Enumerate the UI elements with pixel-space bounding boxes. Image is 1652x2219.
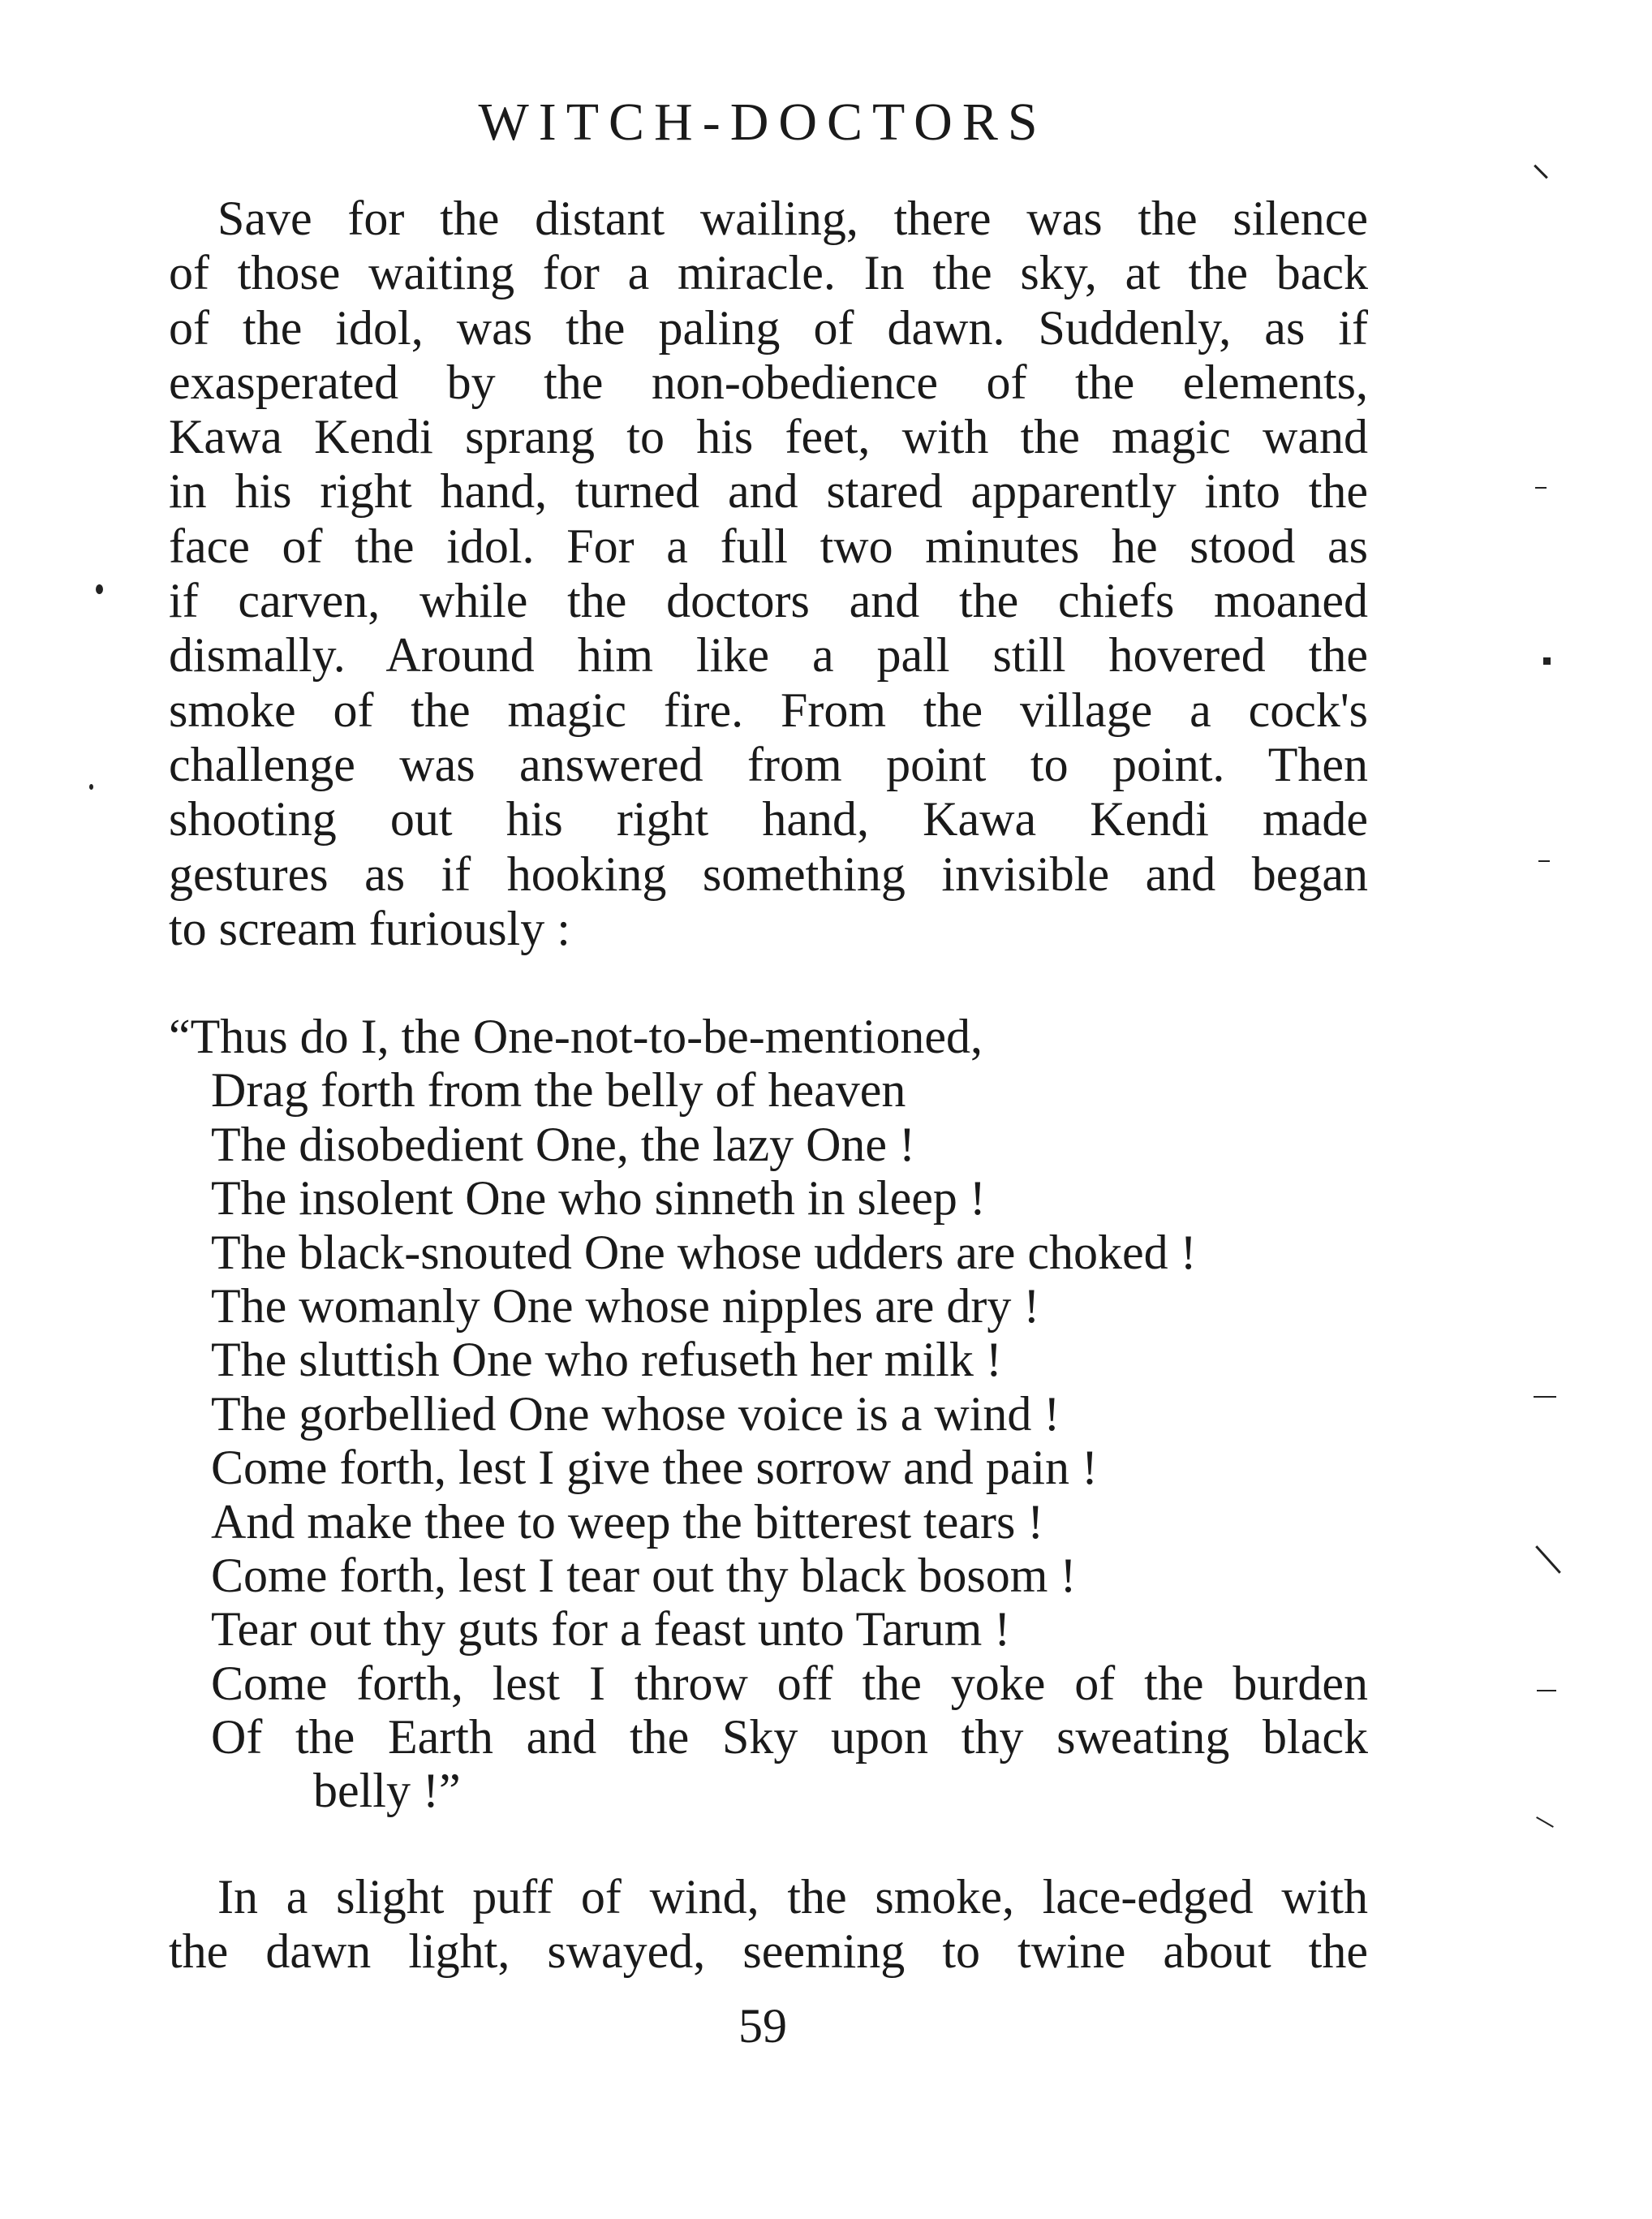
- margin-speck: [1537, 1690, 1556, 1691]
- text-line: of the idol, was the paling of dawn. Suddenly, as if: [169, 300, 1368, 355]
- verse-line: Come forth, lest I give thee sorrow and pain !: [211, 1441, 1099, 1495]
- text-line: In a slight puff of wind, the smoke, lace-edged with: [217, 1870, 1368, 1924]
- paragraph-1: [169, 192, 1368, 956]
- text-line: challenge was answered from point to point. Then: [169, 737, 1368, 791]
- margin-speck: [1534, 1396, 1556, 1398]
- text-line: to scream furiously :: [169, 901, 570, 955]
- verse-line: Come forth, lest I throw off the yoke of the burden: [211, 1656, 1368, 1710]
- verse-line: Of the Earth and the Sky upon thy sweating black: [211, 1710, 1368, 1764]
- text-line: dismally. Around him like a pall still hovered the: [169, 628, 1368, 683]
- text-line: in his right hand, turned and stared apparently into the: [169, 464, 1368, 519]
- text-line: the dawn light, swayed, seeming to twine about the: [169, 1924, 1368, 1979]
- margin-speck: [1536, 1816, 1554, 1828]
- verse-line: Come forth, lest I tear out thy black bosom !: [211, 1548, 1077, 1602]
- verse-line: belly !”: [313, 1764, 461, 1818]
- text-line: Save for the distant wailing, there was the silence: [217, 192, 1368, 245]
- margin-speck: [1535, 487, 1547, 489]
- text-line: smoke of the magic fire. From the village a cock's: [169, 683, 1368, 737]
- margin-speck: [96, 584, 103, 594]
- verse-line: The insolent One who sinneth in sleep !: [211, 1171, 986, 1226]
- verse-line: The womanly One whose nipples are dry !: [211, 1278, 1040, 1333]
- margin-speck: [89, 784, 93, 790]
- verse-line: The black-snouted One whose udders are choked !: [211, 1225, 1197, 1279]
- verse-line: And make thee to weep the bitterest tears !: [211, 1494, 1044, 1549]
- incantation-verse: [169, 1010, 1368, 1818]
- verse-line: Tear out thy guts for a feast unto Tarum !: [211, 1602, 1011, 1657]
- text-line: gestures as if hooking something invisible and began: [169, 847, 1368, 901]
- text-line: exasperated by the non-obedience of the elements,: [169, 355, 1368, 409]
- running-header: WITCH-DOCTORS: [478, 93, 1048, 152]
- text-line: shooting out his right hand, Kawa Kendi made: [169, 792, 1368, 847]
- margin-speck: [1534, 165, 1548, 179]
- verse-line: The gorbellied One whose voice is a wind !: [211, 1386, 1060, 1441]
- verse-line: Drag forth from the belly of heaven: [211, 1063, 906, 1118]
- page-number: 59: [738, 1999, 787, 2053]
- paragraph-2: [169, 1870, 1368, 1980]
- text-line: face of the idol. For a full two minutes he stood as: [169, 519, 1368, 573]
- margin-speck: [1535, 1545, 1561, 1574]
- text-line: of those waiting for a miracle. In the sky, at the back: [169, 246, 1368, 300]
- text-line: Kawa Kendi sprang to his feet, with the magic wand: [169, 410, 1368, 464]
- verse-line: The disobedient One, the lazy One !: [211, 1117, 916, 1171]
- margin-speck: [1538, 860, 1550, 862]
- verse-line: “Thus do I, the One-not-to-be-mentioned,: [169, 1010, 983, 1063]
- verse-line: The sluttish One who refuseth her milk !: [211, 1333, 1002, 1387]
- text-line: if carven, while the doctors and the chiefs moaned: [169, 574, 1368, 628]
- margin-speck: [1543, 657, 1551, 665]
